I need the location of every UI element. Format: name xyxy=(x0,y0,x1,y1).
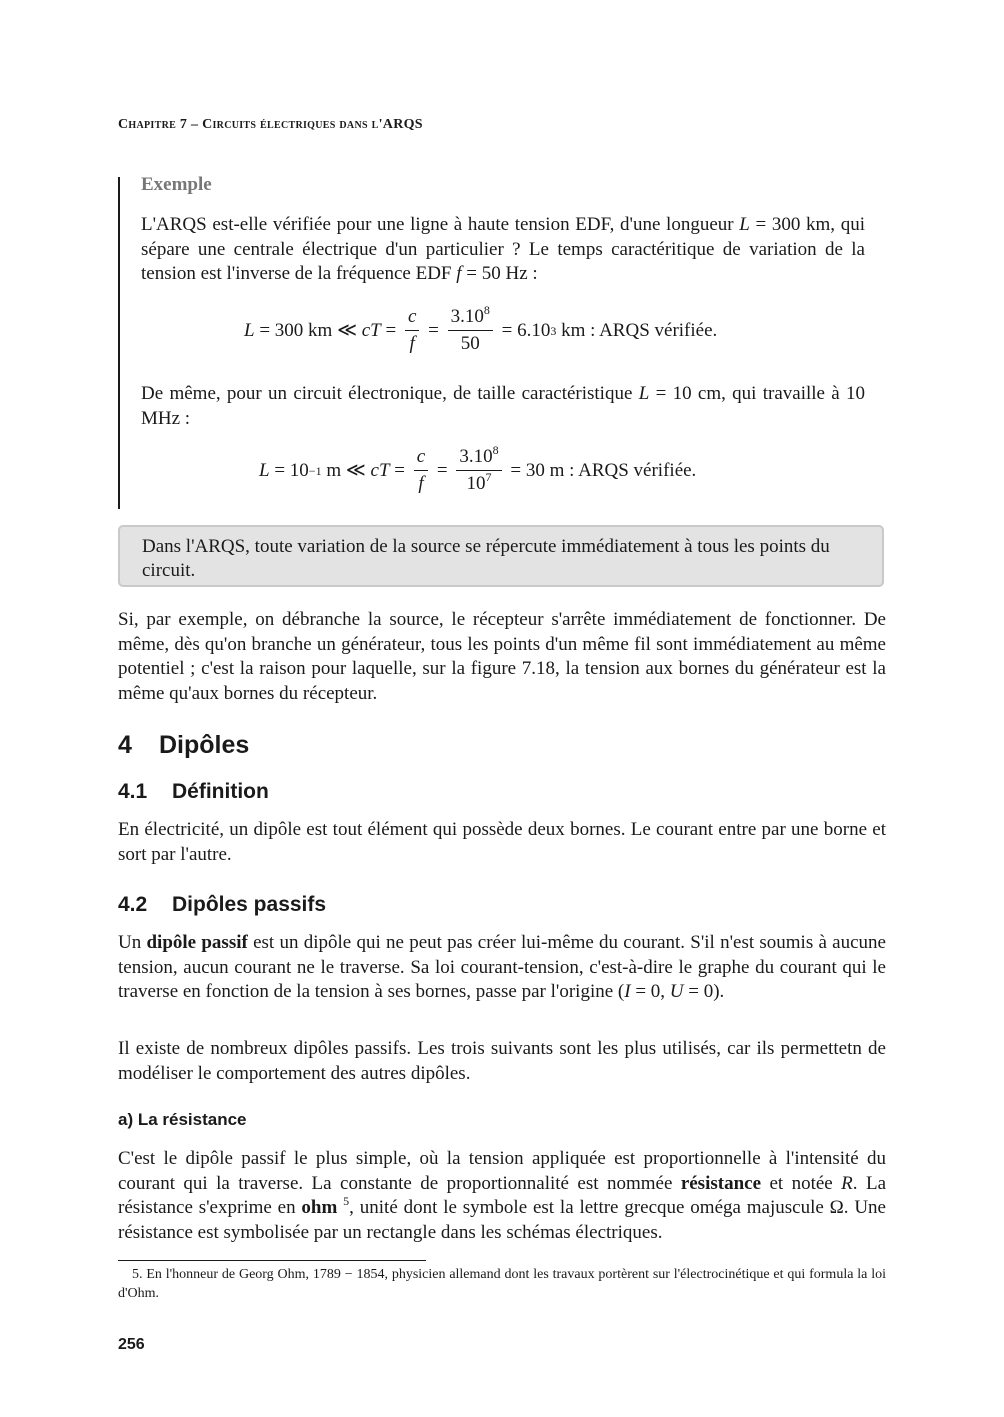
paragraph-resistance: C'est le dipôle passif le plus simple, où la tension appliquée est proportionnelle à l'intensité du courant qui la traverse. La constante de proportionnalité est nommée résistance et notée R. La résistance s'exprime en ohm $^5$, unité dont le symbole est la lettre grecque oméga majuscule Ω. Une résistance est symbolisée par un rectangle dans les schémas électriques. xyxy=(118,1148,886,1243)
callout-text: Dans l'ARQS, toute variation de la source se répercute immédiatement à tous les points du circuit. xyxy=(142,536,830,581)
subsection-heading-definition: 4.1 Définition xyxy=(118,780,269,803)
footnote-rule xyxy=(118,1260,426,1261)
key-point-callout xyxy=(118,525,884,587)
example-title: Exemple xyxy=(141,174,212,195)
footnote: 5. En l'honneur de Georg Ohm, 1789 − 1854, physicien allemand dont les travaux portèrent sur l'électrocinétique et qui formula la loi d'Ohm. xyxy=(118,1267,887,1301)
equation-1: L = 300 km ≪ c T = $\frac{c}{f}$ = $\frac{3.10^8}{50}$ = 6.10 3 km : ARQS vérifiée. xyxy=(244,303,718,354)
paragraph-definition: En électricité, un dipôle est tout élément qui possède deux bornes. Le courant entre par une borne et sort par l'autre. xyxy=(118,819,886,865)
footnote-reference[interactable]: 5 xyxy=(343,1194,350,1209)
example-margin-bar xyxy=(118,177,120,509)
section-heading-dipoles: 4 Dipôles xyxy=(118,731,250,759)
subsubsection-heading-resistance: a) La résistance xyxy=(118,1110,247,1129)
fraction-c-over-f: $\frac{c}{f}$ xyxy=(414,446,428,495)
paragraph-arqs-consequence: Si, par exemple, on débranche la source, le récepteur s'arrête immédiatement de fonctionner. De même, dès qu'on branche un générateur, tous les points d'un même fil sont immédiatement au même potentiel ; c'est la raison pour laquelle, sur la figure 7.18, la tension aux bornes du générateur est la même qu'aux bornes du récepteur. xyxy=(118,609,886,704)
page-number: 256 xyxy=(118,1336,145,1353)
fraction-value: $\frac{3.10^8}{50}$ xyxy=(448,306,493,355)
running-head: Chapitre 7 – Circuits électriques dans l'ARQS xyxy=(118,117,423,132)
paragraph-passive-dipoles-list: Il existe de nombreux dipôles passifs. Les trois suivants sont les plus utilisés, car ils permettetn de modéliser le comportement des autres dipôles. xyxy=(118,1038,886,1084)
paragraph-passive-dipole: Un dipôle passif est un dipôle qui ne peut pas créer lui-même du courant. S'il n'est soumis à aucune tension, aucun courant ne le traverse. Sa loi courant-tension, c'est-à-dire le graphe du courant qui le traverse en fonction de la tension à ses bornes, passe par l'origine (I = 0, U = 0). xyxy=(118,932,886,1003)
equation-2: L = 10 −1 m ≪ c T = $\frac{c}{f}$ = $\frac{3.10^8}{10^7}$ = 30 m : ARQS vérifiée. xyxy=(259,443,697,494)
example-paragraph-1: L'ARQS est-elle vérifiée pour une ligne à haute tension EDF, d'une longueur L = 300 km, qui sépare une centrale électrique d'un particulier ? Le temps caractéritique de variation de la tension est l'inverse de la fréquence EDF f = 50 Hz : xyxy=(141,214,865,285)
example-paragraph-2: De même, pour un circuit électronique, de taille caractéristique L = 10 cm, qui travaille à 10 MHz : xyxy=(141,383,865,429)
subsection-heading-passive-dipoles: 4.2 Dipôles passifs xyxy=(118,893,327,916)
fraction-value: $\frac{3.10^8}{10^7}$ xyxy=(456,446,501,495)
fraction-c-over-f: $\frac{c}{f}$ xyxy=(405,306,419,355)
